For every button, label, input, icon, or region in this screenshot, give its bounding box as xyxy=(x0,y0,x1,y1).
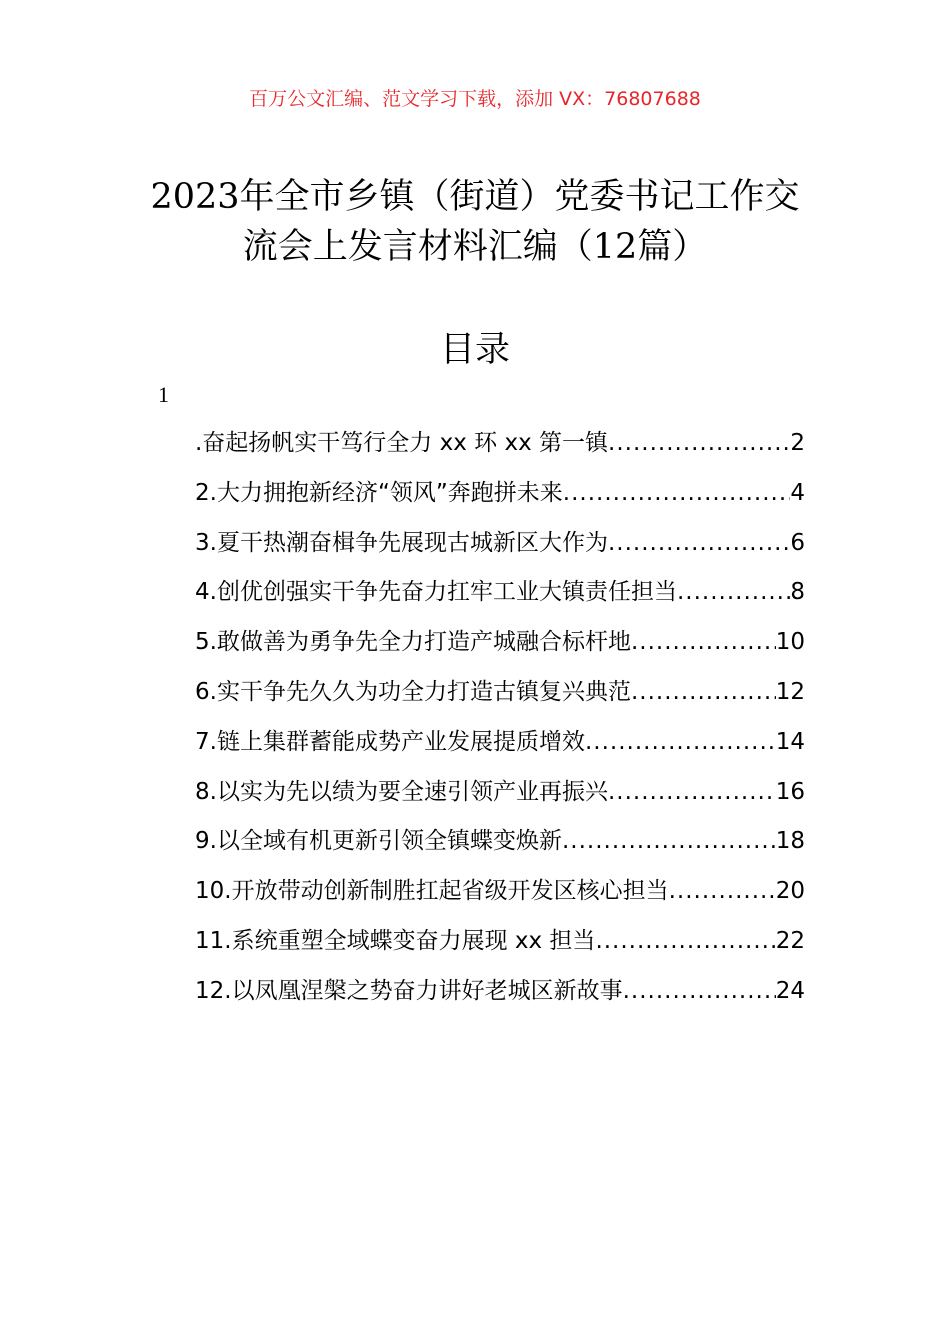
table-of-contents xyxy=(195,424,805,1022)
toc-entry-page: 8 xyxy=(790,579,805,606)
toc-entry[interactable] xyxy=(195,723,805,773)
toc-entry-title: 12.以凤凰涅槃之势奋力讲好老城区新故事 xyxy=(195,977,623,1004)
toc-leader-dots xyxy=(631,629,776,655)
toc-leader-dots xyxy=(631,679,776,705)
toc-entry-title: 4.创优创强实干争先奋力扛牢工业大镇责任担当 xyxy=(195,579,677,606)
toc-entry-title: 2.大力拥抱新经济“领风”奔跑拼未来 xyxy=(195,479,563,506)
toc-entry[interactable] xyxy=(195,773,805,823)
toc-entry[interactable] xyxy=(195,474,805,524)
toc-entry-title: 5.敢做善为勇争先全力打造产城融合标杆地 xyxy=(195,629,631,656)
toc-entry-page: 16 xyxy=(775,778,805,805)
toc-entry-page: 20 xyxy=(775,878,805,905)
toc-entry-page: 10 xyxy=(775,629,805,656)
toc-entry-page: 12 xyxy=(775,678,805,705)
toc-leader-dots xyxy=(595,928,775,954)
toc-leader-dots xyxy=(585,729,776,755)
toc-leader-dots xyxy=(608,779,776,805)
toc-leader-dots xyxy=(608,530,790,556)
toc-entry-title: 10.开放带动创新制胜扛起省级开发区核心担当 xyxy=(195,878,669,905)
toc-entry[interactable] xyxy=(195,623,805,673)
title-line-2: 流会上发言材料汇编（12篇） xyxy=(242,227,708,267)
toc-entry-page: 14 xyxy=(775,728,805,755)
toc-leader-dots xyxy=(608,430,790,456)
toc-entry-page: 22 xyxy=(775,927,805,954)
toc-entry-title: 3.夏干热潮奋楫争先展现古城新区大作为 xyxy=(195,529,608,556)
toc-entry[interactable] xyxy=(195,573,805,623)
toc-entry-title: 7.链上集群蓄能成势产业发展提质增效 xyxy=(195,728,585,755)
toc-entry[interactable] xyxy=(195,922,805,972)
watermark-header: 百万公文汇编、范文学习下载，添加 VX：76807688 xyxy=(249,88,701,110)
toc-heading: 目录 xyxy=(439,330,510,370)
toc-entry[interactable] xyxy=(195,673,805,723)
toc-leader-dots xyxy=(562,828,776,854)
toc-entry[interactable] xyxy=(195,822,805,872)
toc-entry[interactable] xyxy=(195,872,805,922)
toc-entry-title: 9.以全域有机更新引领全镇蝶变焕新 xyxy=(195,828,562,855)
toc-entry-title: 8.以实为先以绩为要全速引领产业再振兴 xyxy=(195,778,608,805)
toc-leader-dots xyxy=(623,978,776,1004)
stray-number: 1 xyxy=(158,382,169,407)
toc-entry-title: 6.实干争先久久为功全力打造古镇复兴典范 xyxy=(195,678,631,705)
toc-entry[interactable] xyxy=(195,524,805,574)
toc-entry[interactable] xyxy=(195,424,805,474)
toc-leader-dots xyxy=(669,878,776,904)
toc-leader-dots xyxy=(563,480,791,506)
toc-entry-page: 4 xyxy=(790,479,805,506)
toc-entry[interactable] xyxy=(195,972,805,1022)
toc-entry-page: 6 xyxy=(790,529,805,556)
toc-entry-page: 18 xyxy=(775,828,805,855)
toc-leader-dots xyxy=(677,579,790,605)
toc-entry-title: .奋起扬帆实干笃行全力 xx 环 xx 第一镇 xyxy=(195,430,609,456)
title-line-1: 2023年全市乡镇（街道）党委书记工作交 xyxy=(150,177,800,217)
document-title xyxy=(0,172,950,272)
toc-entry-page: 24 xyxy=(775,977,805,1004)
toc-entry-title: 11.系统重塑全域蝶变奋力展现 xx 担当 xyxy=(195,927,596,954)
toc-entry-page: 2 xyxy=(790,430,805,456)
